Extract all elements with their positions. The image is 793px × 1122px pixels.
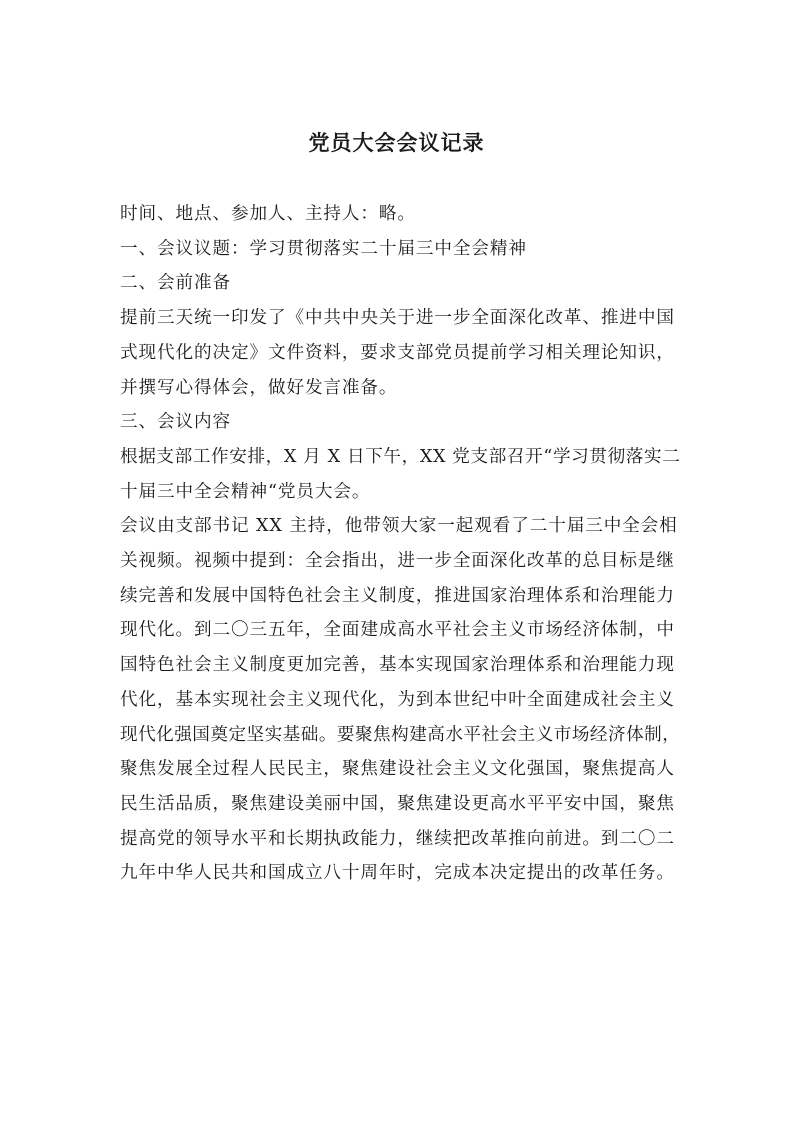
paragraph-line: 现代化。到二〇三五年，全面建成高水平社会主义市场经济体制，中: [120, 620, 675, 641]
document-title: 党员大会会议记录: [308, 131, 485, 155]
paragraph-line: 提前三天统一印发了《中共中央关于进一步全面深化改革、推进中国: [120, 308, 675, 329]
paragraph-line: 式现代化的决定》文件资料，要求支部党员提前学习相关理论知识，: [120, 342, 675, 363]
section-heading-topic: 一、会议议题：学习贯彻落实二十届三中全会精神: [120, 238, 527, 259]
paragraph-line: 九年中华人民共和国成立八十周年时，完成本决定提出的改革任务。: [120, 863, 675, 884]
paragraph-line: 并撰写心得体会，做好发言准备。: [120, 377, 398, 398]
paragraph-line: 民生活品质，聚焦建设美丽中国，聚焦建设更高水平平安中国，聚焦: [120, 793, 675, 814]
paragraph-line: 现代化强国奠定坚实基础。要聚焦构建高水平社会主义市场经济体制，: [120, 724, 681, 745]
paragraph-line: 关视频。视频中提到：全会指出，进一步全面深化改革的总目标是继: [120, 551, 675, 572]
meeting-info-line: 时间、地点、参加人、主持人：略。: [120, 204, 416, 224]
section-heading-preparation: 二、会前准备: [120, 273, 231, 294]
document-body: [120, 197, 680, 891]
section-heading-content: 三、会议内容: [120, 412, 231, 433]
paragraph-line: 国特色社会主义制度更加完善，基本实现国家治理体系和治理能力现: [120, 655, 675, 676]
paragraph-line: 十届三中全会精神“党员大会。: [120, 481, 371, 502]
paragraph-line: 会议由支部书记 XX 主持，他带领大家一起观看了二十届三中全会相: [120, 516, 678, 537]
paragraph-line: 根据支部工作安排，X 月 X 日下午，XX 党支部召开“学习贯彻落实二: [120, 446, 681, 467]
paragraph-line: 代化，基本实现社会主义现代化，为到本世纪中叶全面建成社会主义: [120, 689, 675, 710]
paragraph-line: 续完善和发展中国特色社会主义制度，推进国家治理体系和治理能力: [120, 585, 675, 606]
paragraph-line: 聚焦发展全过程人民民主，聚焦建设社会主义文化强国，聚焦提高人: [120, 759, 675, 780]
paragraph-line: 提高党的领导水平和长期执政能力，继续把改革推向前进。到二〇二: [120, 828, 675, 849]
